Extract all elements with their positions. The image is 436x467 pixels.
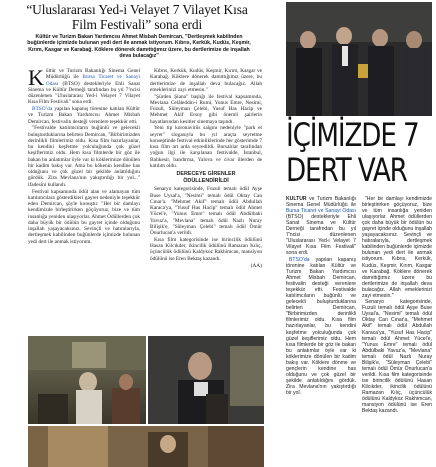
- paragraph: [28, 68, 140, 106]
- paragraph: "Festivalde katılımcıların buğünlü ve gelecekli buluşturduklarına belirten Demircan, "Birbirimizden derinlikli filmlerimiz oldu. Kısa film hazırlayanlar, bu kendini keşfetme yolculuğunda çok güzel keşiflerimiz oldu. Hem kısa filmlerde bir göz ile bakan bu anlatımlar öyle var ki köklerimize dönülen bir kadim bakış var. Ama bu kökenin kendine has olduğunu ve çok güzel bir şekilde anlatıldığını gördük. Zira Mevlana'nın yakıştırdığı bir yol..." ifadesini kullandı.: [28, 125, 140, 188]
- highlighted-text: BTSO’da: [32, 106, 53, 113]
- feature-column-1: [286, 196, 356, 467]
- drop-cap: K: [28, 68, 44, 90]
- paragraph: Festival kapsamında ödül alan ve alamayan tüm katılımcılara gösterdikleri gayret nedeniyle teşekkür eden Demircan, şöyle konuştu: "Her bir damlayı kendimizde birleştirirken göçüyoruz, bize ve tüm insanlığa yeniden ulaşıyorlar. Ahmet Ödüllerden çok daha büyük bir ödülün bu gayret içinde olduğunu inşallah yaşayacaksınız. Sevinçli ve hatıralarıyla, dertleşmek kabilinden buğünlerde içimizde bulunan yedi dert ile anmak istiyorum.: [28, 188, 140, 245]
- paragraph: [286, 196, 356, 256]
- paragraph: Yeni tip koronavirüs salgını nedeniyle "park et seyret" sloganıyla bu yıl araçta seyretme konseptinde festival etkinliklerinde her gösterimde 7 kısa film art arda seyredildi. Bursalılar tarafından yoğun ilgi ile karşılanan festivalde, İstanbul, Balıkesir, bandırma, Yalova ve civar illerden de katılım oldu.: [150, 125, 262, 169]
- award-ceremony-graphic: [286, 2, 432, 116]
- paragraph: "Şürden Şiana" başlığı ile festival kapsamında, Mevlana Celâleddin-i Rumi, Yunus Emre, Nesimi, Fuzuli, Süleyman Çelebi, Yusuf Has Hacip ve Mehmet Akif Ersoy gibi önemli şairlerin hayatlarından kesitler sinemaya taşındı.: [150, 93, 262, 125]
- text: (BTSO) destekleriyle Ehli Sanat Sinema ve Kültür Derneği tarafından bu yıl 7’ncisi düzenlenen "Uluslararası Yed-i Velayet 7 Vilayet Kısa Film Festivali" sona erdi.: [28, 80, 140, 106]
- highlighted-text: Bursa Ticaret ve Sanayi Odası: [286, 208, 356, 215]
- speaker-photo: [148, 336, 264, 424]
- lead-word: KÜLTÜR: [286, 196, 307, 202]
- article-headline: “Uluslararası Yed-i Velayet 7 Vilayet Kısa Film Festivali” sona erdi: [26, 2, 248, 32]
- text: ültür ve Turizm Bakanlığı Sinema Genel Müdürlüğü ile: [45, 68, 140, 81]
- highlighted-text: Bursa Ticaret ve Sanayi Odası: [45, 74, 140, 87]
- feature-column-2: [362, 196, 432, 467]
- section-title-line: DERECEYE GİRENLER: [176, 171, 236, 178]
- text: yapılan kapanış törenine katılan Kültür ve Turizm Bakan Yardımcısı Ahmet Misbah Demircan, festivalin desteği verenlere teşekkür etti.: [28, 106, 140, 125]
- feature-body: [286, 196, 434, 467]
- paragraph: Senaryo kategorisinde, Fuzuli temalı ödül Ayşe Buse Uysal'a, "Nesimi" temalı ödül Oktay Can Cınar'a. "Mehmet Akif" temalı ödül Abdullah Karaca'ya, "Yusuf Has Hacip" temalı ödül Ahmet Yücel'e, "Yunus Emre" temalı ödül Abdülbaki Yavuz'a, "Mevlana" temalı ödül Nazlı Nuray Bilişik'e, "Süleyman Çelebi" temalı ödül Ömür Önurlucan'a verildi.: [150, 186, 262, 237]
- byline: (AA): [250, 262, 262, 269]
- article-subhead: Kültür ve Turizm Bakan Yardımcısı Ahmet Misbah Demircan, "Dertleşmek kabilinden buğünlerde içimizde bulunan yedi dert ile anmak istiyorum. Kıbrıs, Kerkük, Kudüs, Keşmir, Kırım, Kasgar ve Karabağ. Köklere dönerek damıttığımız üzere, bu dertlerimize de inşallah deva bulacağız": [27, 34, 251, 60]
- paragraph: "Her bir damlayı kendimizde birleştirirken göçüyoruz, bize ve tüm insanlığa yeniden ulaşıyorlar. Ahmet ödüllerden çok daha büyük bir ödülün bu gayret içinde olduğunu inşallah yaşayacaksınız. Sevinçli ve hatıralarıyla, dertleşmek kabilinden buğünlerde içimizde bulunan yedi dert ile anmak istiyorum. Kıbrıs, Kerkük, Kudüs, Keşmir, Kırım, Kasgar ve Karabağ. Köklere dönerek damıttığımız üzere bu dertlerimize de inşallah deva bulacağız. Allah emeklerinizi zayi etmesin.": [362, 196, 432, 299]
- award-ceremony-photo: [286, 2, 432, 116]
- text: (BTSO) destekleriyle Ehli Sanat Sinema ve Kültür Derneği tarafından bu yıl 7'ncisi düzenlenen "Uluslararası Yed-i Velayet 7 Vilayet Kısa Film Festivali" sona erdi.: [286, 214, 356, 257]
- article-column-2: [150, 68, 262, 330]
- right-article: [276, 0, 436, 467]
- text: yapılan kapanış törenine katılan Kültür ve Turizm Bakan Yardımcısı Ahmet Misbah Demircan, festivalin desteği verenlere teşekkür etti. Festivalde katılımcıların buğünlü ve gelecekli buluşturduklarına belirten Demircan, "Birbirimizden derinlikli filmlerimiz oldu. Kısa film hazırlayanlar, bu kendini keşfetme yolculuğunda çok güzel keşiflerimiz oldu. Hem kısa filmlerde bir göz ile bakan bu anlatımlar öyle var ki köklerimize dönülen bir kadim bakış var. Köklere dönme ve gençlerin kendine has olduğunu ve çok güzel bir şekilde anlatıldığını gördük. Zira Mevlana'nın yakıştırdığı bir yol.: [286, 256, 356, 396]
- speaker-photo-graphic: [148, 336, 264, 424]
- ceremony-photo-graphic: [28, 336, 146, 424]
- text: ve Turizm Bakanlığı Sinema Genel Müdürlüğü ile: [286, 196, 356, 209]
- paragraph: [28, 106, 140, 125]
- section-title: [150, 171, 262, 184]
- feature-title: [286, 116, 419, 189]
- paragraph: Kıbrıs, Kerkük, Kudüs, Keşmir, Kırım, Kasgar ve Karabağ. Köklere dönerek damıttığımız üzere, bu dertlerimize de inşallah deva bulacağız. Allah emeklerinizi zayi etmesin.": [150, 68, 262, 93]
- feature-title-line: İÇİMİZDE 7: [286, 116, 419, 154]
- highlighted-text: BTSO'da: [289, 256, 310, 263]
- section-title-line: ÖDÜLLENDİRİLDİ: [183, 177, 229, 184]
- paragraph: Kısa film kategorisinde ise birincilik ödülünü Hasan Kilcıkder, ikincilik ödülünü Ramazan Kılıç, üçüncülük ödülünü Kaldykoz Rakhimcan, mansiyon ödülünü ise Eren Bektaş kazandı.: [150, 236, 262, 262]
- article-body: [28, 68, 264, 330]
- article-column-1: [28, 68, 140, 330]
- film-still-graphic: [28, 426, 264, 467]
- paragraph: [286, 257, 356, 396]
- ceremony-photo: [28, 336, 146, 424]
- paragraph: Senaryo kategorisinde, Fuzuli temalı ödül Ayşe Buse Uysal'a, "Nesimi" temalı ödül Oktay Can Cınar'a, "Mehmet Akif" temalı ödül Abdullah Karaca'ya, "Yusuf Has Hacip" temalı ödül Ahmet Yücel'e, "Yunus Emre" temalı ödül Abdülbaki Yavuz'a, "Mevlana" temalı ödül Nazlı Nuray Bilişik'e, "Süleyman Çelebi" temalı ödül Ömür Önurlucan'a verildi. Kısa film kategorisinde ise birincilik ödülünü Hasan Kilcıkder, ikincilik ödülünü Ramazan Kılıç, üçüncülük ödülünü Kaldykoz Rakhimcan, mansiyon ödülünü ise Eren Bektaş kazandı.: [362, 299, 432, 415]
- feature-title-line: DERT VAR: [286, 151, 407, 189]
- film-still-photo: [28, 426, 264, 467]
